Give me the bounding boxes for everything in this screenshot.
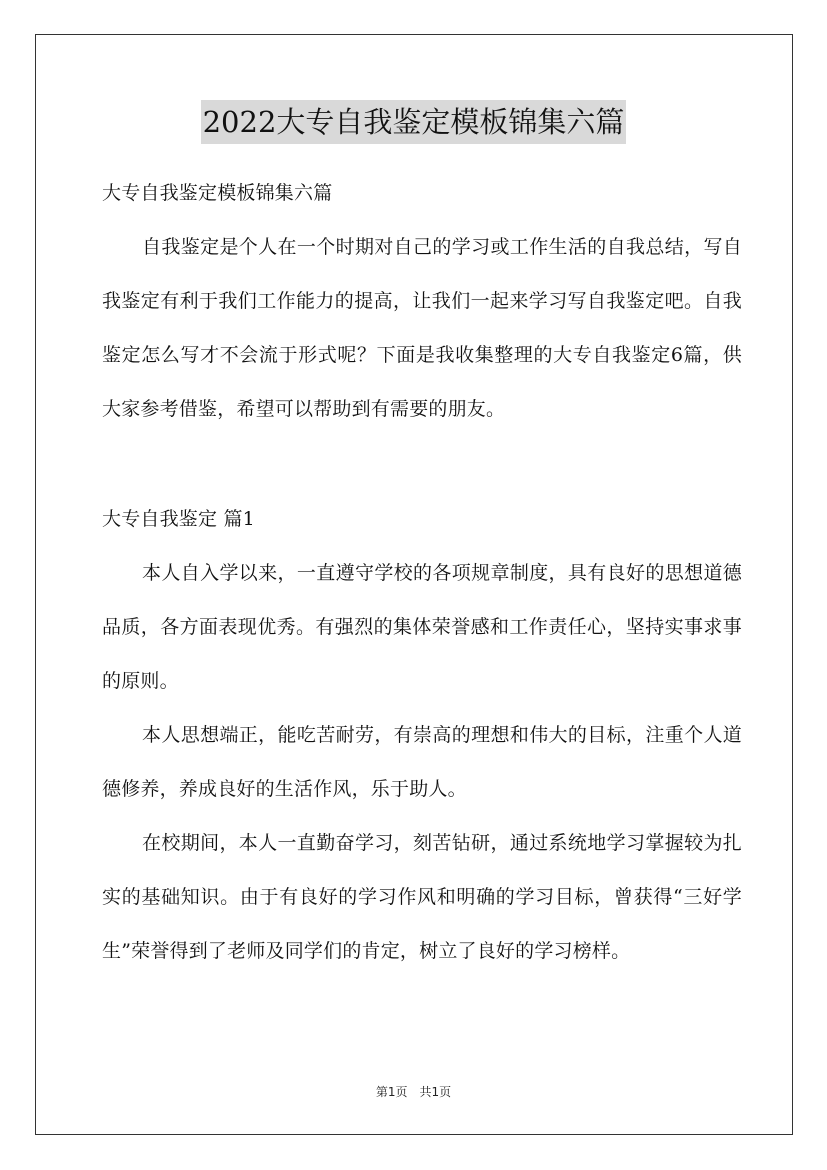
page-number-footer: 第1页 共1页 (375, 1085, 452, 1099)
document-title: 2022大专自我鉴定模板锦集六篇 (201, 100, 627, 144)
body-paragraph-3: 在校期间，本人一直勤奋学习，刻苦钻研，通过系统地学习掌握较为扎实的基础知识。由于有良好的学习作风和明确的学习目标，曾获得“三好学生”荣誉得到了老师及同学们的肯定，树立了良好的学习榜样。 (102, 832, 742, 962)
intro-paragraph: 自我鉴定是个人在一个时期对自己的学习或工作生活的自我总结，写自我鉴定有利于我们工作能力的提高，让我们一起来学习写自我鉴定吧。自我鉴定怎么写才不会流于形式呢？下面是我收集整理的大专自我鉴定6篇，供大家参考借鉴，希望可以帮助到有需要的朋友。 (102, 236, 742, 420)
section-heading-1: 大专自我鉴定 篇1 (102, 508, 255, 530)
document-subtitle: 大专自我鉴定模板锦集六篇 (102, 182, 333, 204)
document-title-block (0, 100, 827, 144)
body-paragraph-1: 本人自入学以来，一直遵守学校的各项规章制度，具有良好的思想道德品质，各方面表现优秀。有强烈的集体荣誉感和工作责任心，坚持实事求事的原则。 (102, 562, 742, 692)
body-paragraph-2: 本人思想端正，能吃苦耐劳，有崇高的理想和伟大的目标，注重个人道德修养，养成良好的生活作风，乐于助人。 (102, 724, 742, 800)
